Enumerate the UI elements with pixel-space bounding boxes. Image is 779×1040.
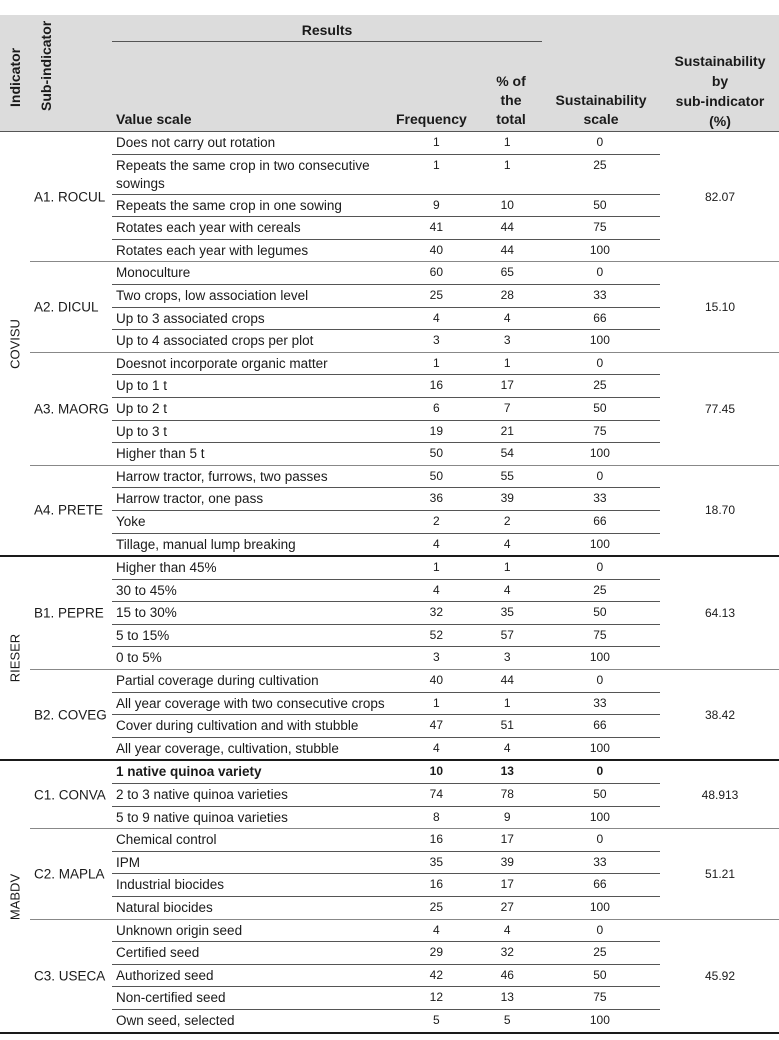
percent-cell: 5 (503, 1012, 511, 1027)
sub-indicator-label: B2. COVEG (34, 707, 107, 723)
percent-cell: 3 (503, 650, 511, 665)
sustainability-scale-cell: 100 (589, 809, 610, 824)
value-scale-cell: IPM (116, 854, 141, 870)
value-scale-cell: Repeats the same crop in one sowing (116, 197, 342, 213)
frequency-cell: 32 (429, 605, 443, 620)
percent-cell: 13 (500, 764, 514, 779)
value-scale-cell: Rotates each year with cereals (116, 220, 301, 236)
sub-indicator-group (30, 829, 779, 919)
frequency-cell: 74 (429, 787, 443, 802)
frequency-cell: 16 (429, 832, 443, 847)
value-scale-cell: Doesnot incorporate organic matter (116, 355, 328, 371)
value-scale-cell: 5 to 9 native quinoa varieties (116, 809, 288, 825)
table-row (112, 693, 660, 716)
percent-cell: 17 (500, 877, 514, 892)
percent-cell: 35 (500, 605, 514, 620)
sustainability-scale-cell: 0 (596, 560, 604, 575)
percent-cell: 4 (503, 582, 511, 597)
percent-cell: 21 (500, 423, 514, 438)
frequency-cell: 1 (432, 355, 440, 370)
frequency-cell: 40 (429, 242, 443, 257)
value-scale-cell: Own seed, selected (116, 1012, 235, 1028)
percent-cell: 32 (500, 945, 514, 960)
percent-cell: 39 (500, 854, 514, 869)
value-scale-cell: Up to 1 t (116, 378, 168, 394)
sub-indicator-sustainability: 64.13 (704, 606, 736, 621)
table-row (112, 874, 660, 897)
sustainability-scale-cell: 0 (596, 355, 604, 370)
frequency-cell: 42 (429, 967, 443, 982)
table-row (112, 375, 660, 398)
sustainability-scale-cell: 66 (593, 877, 607, 892)
percent-cell: 17 (500, 378, 514, 393)
table-row (112, 580, 660, 603)
percent-cell: 1 (503, 157, 511, 172)
frequency-cell: 25 (429, 900, 443, 914)
frequency-cell: 47 (429, 718, 443, 733)
sustainability-scale-cell: 33 (593, 287, 607, 302)
indicator-label-cell (0, 557, 30, 759)
table-row (112, 132, 660, 155)
sub-indicator-label: C3. USECA (34, 968, 106, 984)
value-rows (112, 466, 660, 555)
percent-cell: 17 (500, 832, 514, 847)
table-row (112, 398, 660, 421)
frequency-cell: 4 (432, 536, 440, 551)
percent-cell: 39 (500, 491, 514, 506)
sub-indicator-sustainability: 51.21 (704, 866, 736, 881)
percent-cell: 55 (500, 468, 514, 483)
value-scale-cell: Harrow tractor, furrows, two passes (116, 468, 328, 484)
sub-indicator-group (30, 132, 779, 262)
table-row (112, 784, 660, 807)
frequency-cell: 1 (432, 695, 440, 710)
value-scale-cell: Harrow tractor, one pass (116, 491, 264, 507)
sustainability-scale-cell: 0 (596, 832, 604, 847)
percent-cell: 4 (503, 536, 511, 551)
table-row (112, 421, 660, 444)
frequency-cell: 4 (432, 922, 440, 937)
sub-indicator-label: B1. PEPRE (34, 605, 104, 621)
sub-indicator-group (30, 670, 779, 759)
frequency-cell: 41 (429, 220, 443, 235)
frequency-cell: 3 (432, 333, 440, 348)
header-results: Results (301, 22, 353, 38)
percent-cell: 7 (503, 400, 511, 415)
percent-cell: 44 (500, 220, 514, 235)
sustainability-scale-cell: 25 (593, 582, 607, 597)
sustainability-scale-cell: 100 (589, 740, 610, 755)
percent-cell: 3 (503, 333, 511, 348)
percent-cell: 54 (500, 446, 514, 461)
sustainability-scale-cell: 25 (593, 945, 607, 960)
sub-indicator-label: A3. MAORG (34, 401, 110, 417)
value-scale-cell: Authorized seed (116, 967, 214, 983)
percent-cell: 57 (500, 627, 514, 642)
value-rows (112, 132, 660, 261)
sustainability-scale-cell: 0 (596, 764, 604, 779)
sustainability-scale-cell: 50 (593, 967, 607, 982)
frequency-cell: 16 (429, 378, 443, 393)
value-scale-cell: Two crops, low association level (116, 287, 309, 303)
frequency-cell: 3 (432, 650, 440, 665)
frequency-cell: 12 (429, 990, 443, 1005)
frequency-cell: 9 (432, 197, 440, 212)
value-scale-cell: Non-certified seed (116, 990, 226, 1006)
percent-cell: 44 (500, 242, 514, 257)
indicator-group (0, 132, 779, 557)
value-rows (112, 761, 660, 828)
sustainability-scale-cell: 0 (596, 922, 604, 937)
frequency-cell: 25 (429, 287, 443, 302)
sub-indicator-group (30, 262, 779, 352)
table-row (112, 965, 660, 988)
frequency-cell: 10 (429, 764, 443, 779)
percent-cell: 78 (500, 787, 514, 802)
indicator-label-cell (0, 761, 30, 1031)
value-rows (112, 353, 660, 465)
sub-indicator-label: C1. CONVA (34, 787, 106, 803)
frequency-cell: 19 (429, 423, 443, 438)
sustainability-scale-cell: 25 (593, 157, 607, 172)
table-row (112, 308, 660, 331)
value-scale-cell: Certified seed (116, 945, 200, 961)
value-scale-cell: Does not carry out rotation (116, 135, 276, 150)
table-row (112, 625, 660, 648)
percent-cell: 4 (503, 922, 511, 937)
value-rows (112, 262, 660, 351)
sub-indicator-group (30, 761, 779, 829)
indicator-label: COVISU (7, 318, 23, 369)
header-indicator: Indicator (7, 47, 23, 107)
sustainability-scale-cell: 75 (593, 627, 607, 642)
sustainability-scale-cell: 0 (596, 673, 604, 688)
sub-indicator-label: C2. MAPLA (34, 866, 105, 882)
value-scale-cell: Cover during cultivation and with stubble (116, 718, 359, 734)
percent-cell: 10 (500, 197, 514, 212)
sustainability-scale-cell: 75 (593, 990, 607, 1005)
sub-indicator-group (30, 557, 779, 670)
table-row (112, 466, 660, 489)
table-row (112, 330, 660, 352)
sub-indicator-label: A2. DICUL (34, 299, 99, 315)
percent-cell: 13 (500, 990, 514, 1005)
value-scale-cell: Yoke (116, 513, 146, 529)
value-scale-cell: Chemical control (116, 832, 217, 848)
sustainability-scale-cell: 66 (593, 310, 607, 325)
header-sub-indicator: Sub-indicator (38, 20, 54, 111)
value-scale-cell: Rotates each year with legumes (116, 242, 309, 258)
percent-cell: 2 (503, 513, 511, 528)
frequency-cell: 4 (432, 740, 440, 755)
indicator-label: RIESER (7, 634, 23, 683)
value-scale-cell: 15 to 30% (116, 605, 177, 621)
table-row (112, 602, 660, 625)
value-scale-cell: Up to 2 t (116, 400, 168, 416)
indicator-group (0, 557, 779, 761)
percent-cell: 44 (500, 673, 514, 688)
sustainability-scale-cell: 0 (596, 468, 604, 483)
value-scale-cell: Monoculture (116, 265, 191, 281)
table-row (112, 987, 660, 1010)
sub-indicator-group (30, 353, 779, 466)
value-scale-cell: Unknown origin seed (116, 922, 243, 938)
value-rows (112, 557, 660, 669)
table-row (112, 262, 660, 285)
sustainability-scale-cell: 50 (593, 197, 607, 212)
header-frequency: Frequency (396, 111, 467, 127)
value-scale-cell: 1 native quinoa variety (116, 764, 262, 780)
table-row (112, 353, 660, 376)
value-scale-cell: Up to 3 associated crops (116, 310, 265, 326)
sub-indicator-sustainability: 48.913 (701, 787, 739, 802)
frequency-cell: 8 (432, 809, 440, 824)
frequency-cell: 29 (429, 945, 443, 960)
value-scale-cell: Natural biocides (116, 900, 213, 915)
header-sustainability-by-sub-indicator: Sustainability by sub-indicator (%) (674, 53, 766, 129)
table-row (112, 488, 660, 511)
table-row (112, 240, 660, 262)
value-rows (112, 829, 660, 918)
frequency-cell: 6 (432, 400, 440, 415)
sustainability-scale-cell: 50 (593, 605, 607, 620)
sustainability-scale-cell: 33 (593, 695, 607, 710)
sub-indicator-sustainability: 82.07 (704, 189, 736, 204)
percent-cell: 65 (500, 265, 514, 280)
sub-indicator-label: A1. ROCUL (34, 189, 106, 205)
header-sustainability-scale: Sustainability scale (555, 92, 647, 127)
table-row (112, 897, 660, 919)
value-scale-cell: 30 to 45% (116, 582, 177, 598)
percent-cell: 1 (503, 135, 511, 149)
table-row (112, 852, 660, 875)
header-percent-total: % of the total (496, 73, 526, 127)
table-body (0, 132, 779, 1034)
value-scale-cell: All year coverage, cultivation, stubble (116, 740, 339, 756)
sustainability-scale-cell: 75 (593, 220, 607, 235)
sub-indicator-group (30, 920, 779, 1032)
frequency-cell: 35 (429, 854, 443, 869)
frequency-cell: 50 (429, 446, 443, 461)
header-value-scale: Value scale (116, 111, 192, 127)
value-scale-cell: 2 to 3 native quinoa varieties (116, 787, 288, 803)
frequency-cell: 1 (432, 157, 440, 172)
value-scale-cell: Partial coverage during cultivation (116, 673, 319, 689)
sustainability-scale-cell: 100 (589, 650, 610, 665)
value-scale-cell: Up to 3 t (116, 423, 168, 439)
sustainability-scale-cell: 100 (589, 242, 610, 257)
value-scale-cell: Higher than 5 t (116, 446, 205, 462)
table-row (112, 829, 660, 852)
table-row (112, 761, 660, 784)
frequency-cell: 4 (432, 310, 440, 325)
frequency-cell: 50 (429, 468, 443, 483)
frequency-cell: 2 (432, 513, 440, 528)
percent-cell: 4 (503, 740, 511, 755)
value-scale-cell: 0 to 5% (116, 650, 162, 666)
value-scale-cell: Tillage, manual lump breaking (116, 536, 296, 552)
sustainability-table (0, 15, 779, 1034)
percent-cell: 1 (503, 355, 511, 370)
table-row (112, 155, 660, 195)
table-row (112, 738, 660, 760)
sustainability-scale-cell: 100 (589, 333, 610, 348)
sustainability-scale-cell: 50 (593, 400, 607, 415)
percent-cell: 4 (503, 310, 511, 325)
sustainability-scale-cell: 50 (593, 787, 607, 802)
frequency-cell: 1 (432, 135, 440, 149)
indicator-label-cell (0, 132, 30, 555)
sub-indicator-group (30, 466, 779, 555)
frequency-cell: 60 (429, 265, 443, 280)
percent-cell: 1 (503, 695, 511, 710)
sustainability-scale-cell: 25 (593, 378, 607, 393)
frequency-cell: 16 (429, 877, 443, 892)
sustainability-scale-cell: 100 (589, 536, 610, 551)
sustainability-scale-cell: 75 (593, 423, 607, 438)
value-rows (112, 920, 660, 1032)
table-row (112, 1010, 660, 1032)
percent-cell: 27 (500, 900, 514, 914)
sustainability-scale-cell: 100 (589, 900, 610, 914)
percent-cell: 51 (500, 718, 514, 733)
value-scale-cell: Up to 4 associated crops per plot (116, 333, 314, 349)
value-rows (112, 670, 660, 759)
frequency-cell: 1 (432, 560, 440, 575)
table-row (112, 195, 660, 218)
sustainability-scale-cell: 33 (593, 854, 607, 869)
table-row (112, 534, 660, 556)
table-row (112, 647, 660, 669)
table-row (112, 942, 660, 965)
table-row (112, 217, 660, 240)
table-row (112, 557, 660, 580)
table-row (112, 715, 660, 738)
frequency-cell: 52 (429, 627, 443, 642)
sub-indicator-sustainability: 15.10 (704, 300, 736, 315)
sub-indicator-sustainability: 18.70 (704, 503, 736, 518)
value-scale-cell: Industrial biocides (116, 877, 225, 893)
sustainability-scale-cell: 33 (593, 491, 607, 506)
frequency-cell: 36 (429, 491, 443, 506)
percent-cell: 9 (503, 809, 511, 824)
sub-indicator-sustainability: 77.45 (704, 401, 736, 416)
sub-indicator-label: A4. PRETE (34, 502, 104, 518)
frequency-cell: 40 (429, 673, 443, 688)
indicator-label: MABDV (7, 873, 23, 920)
percent-cell: 46 (500, 967, 514, 982)
table-row (112, 670, 660, 693)
percent-cell: 1 (503, 560, 511, 575)
value-scale-cell: Higher than 45% (116, 560, 217, 576)
sustainability-scale-cell: 66 (593, 718, 607, 733)
table-row (112, 807, 660, 829)
results-rule (112, 41, 542, 42)
table-row (112, 285, 660, 308)
value-scale-cell: All year coverage with two consecutive crops (116, 695, 385, 711)
sustainability-scale-cell: 100 (589, 446, 610, 461)
value-scale-cell: 5 to 15% (116, 627, 170, 643)
table-row (112, 920, 660, 943)
percent-cell: 28 (500, 287, 514, 302)
sustainability-scale-cell: 0 (596, 265, 604, 280)
table-row (112, 443, 660, 465)
sustainability-scale-cell: 100 (589, 1012, 610, 1027)
frequency-cell: 5 (432, 1012, 440, 1027)
indicator-group (0, 761, 779, 1033)
table-header (0, 15, 779, 132)
sustainability-scale-cell: 0 (596, 135, 604, 149)
sub-indicator-sustainability: 38.42 (704, 707, 736, 722)
sub-indicator-sustainability: 45.92 (704, 968, 736, 983)
table-row (112, 511, 660, 534)
frequency-cell: 4 (432, 582, 440, 597)
value-scale-cell: Repeats the same crop in two consecutive sowings (116, 157, 370, 191)
sustainability-scale-cell: 66 (593, 513, 607, 528)
